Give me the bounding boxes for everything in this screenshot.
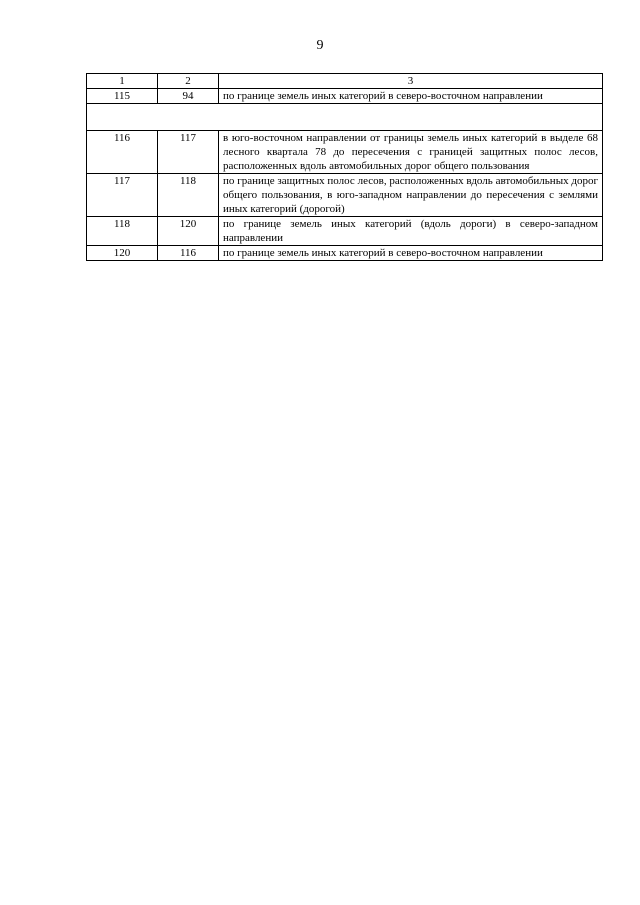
column-header-1: 1 bbox=[87, 74, 158, 89]
table-row bbox=[87, 131, 603, 174]
table-row bbox=[87, 217, 603, 246]
to-point-cell: 118 bbox=[158, 174, 219, 217]
from-point-cell: 120 bbox=[87, 246, 158, 261]
page-number: 9 bbox=[316, 38, 324, 53]
from-point-cell: 115 bbox=[87, 89, 158, 104]
table-row bbox=[87, 246, 603, 261]
to-point-cell: 120 bbox=[158, 217, 219, 246]
blank-cell bbox=[87, 104, 603, 131]
from-point-cell: 116 bbox=[87, 131, 158, 174]
table-row bbox=[87, 174, 603, 217]
description-cell: в юго-восточном направлении от границы земель иных категорий в выделе 68 лесного квартала 78 до пересечения с границей защитных полос лесов, расположенных вдоль автомобильных дорог общего пользования bbox=[219, 131, 603, 174]
to-point-cell: 94 bbox=[158, 89, 219, 104]
boundary-table bbox=[86, 73, 603, 261]
from-point-cell: 117 bbox=[87, 174, 158, 217]
description-cell: по границе земель иных категорий в северо-восточном направлении bbox=[219, 89, 603, 104]
blank-separator-row bbox=[87, 104, 603, 131]
description-cell: по границе защитных полос лесов, расположенных вдоль автомобильных дорог общего пользования, в юго-западном направлении до пересечения с землями иных категорий (дорогой) bbox=[219, 174, 603, 217]
table-row bbox=[87, 89, 603, 104]
from-point-cell: 118 bbox=[87, 217, 158, 246]
description-cell: по границе земель иных категорий (вдоль дороги) в северо-западном направлении bbox=[219, 217, 603, 246]
to-point-cell: 116 bbox=[158, 246, 219, 261]
description-cell: по границе земель иных категорий в северо-восточном направлении bbox=[219, 246, 603, 261]
table-header-row bbox=[87, 74, 603, 89]
to-point-cell: 117 bbox=[158, 131, 219, 174]
column-header-3: 3 bbox=[219, 74, 603, 89]
column-header-2: 2 bbox=[158, 74, 219, 89]
